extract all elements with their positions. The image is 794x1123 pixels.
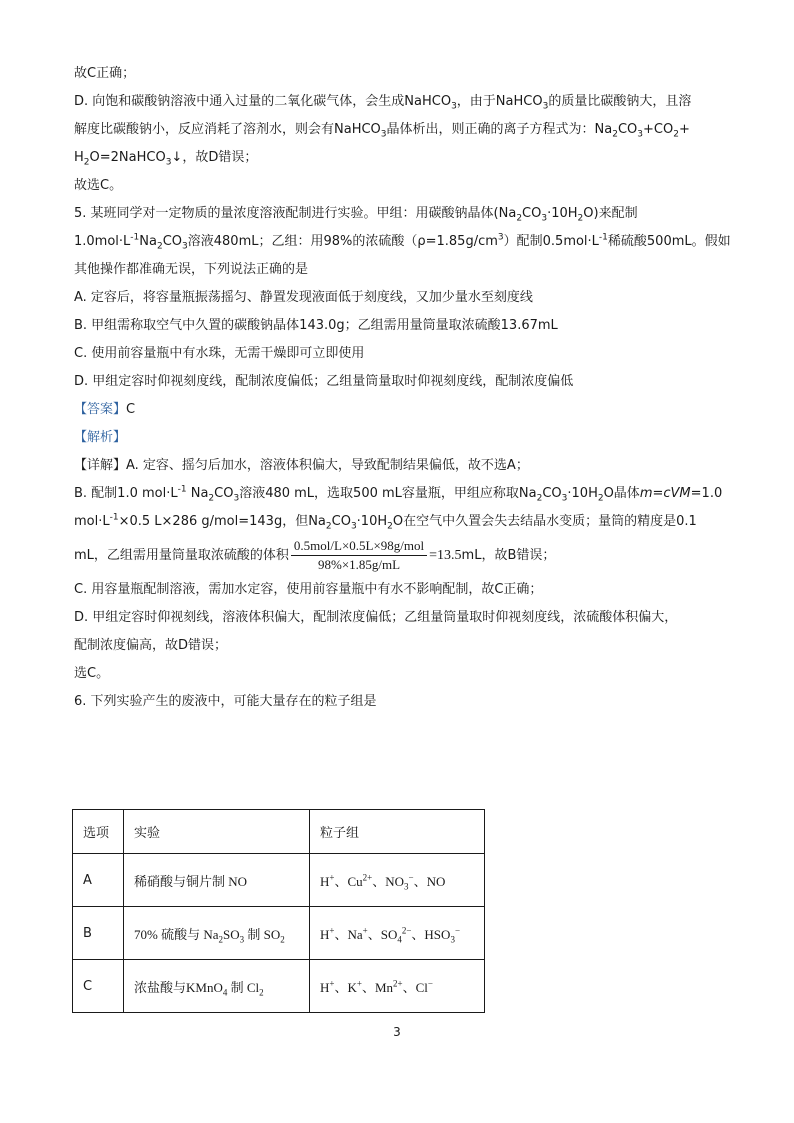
table-cell-particles: H+、Na+、$SO_4^{2-}$、$HSO_3^-$ xyxy=(310,907,485,960)
table-cell-option: B xyxy=(73,907,124,960)
table-row xyxy=(73,960,485,1013)
table-cell-option: C xyxy=(73,960,124,1013)
table-cell-option: A xyxy=(73,854,124,907)
answer-line: 【答案】C xyxy=(74,402,136,417)
table-row xyxy=(73,854,485,907)
text-line: $H_2O=2NaHCO_3↓$，故D错误； xyxy=(74,150,258,168)
text-line: $mol\cdot L^{-1}\times 0.5$ L×286 g/mol=143g，但$Na_2CO_3\cdot 10H_2O$在空气中久置会失去结晶水变质；量筒的精度是0.1 xyxy=(74,512,697,532)
text-line: 选C。 xyxy=(74,666,110,681)
text-line: 故C正确； xyxy=(74,66,136,81)
text-line: B. 配制1.0 $mol\cdot L^{-1}$ $Na_2CO_3$溶液480 mL，选取500 mL容量瓶，甲组应称取$Na_2CO_3\cdot 10H_2O$晶体m=cVM=1.0 xyxy=(74,484,723,504)
volume-fraction: $\frac{\text{0.5mol/L×0.5L×98g/mol}}{98\%\times 1.85g/mL}$ xyxy=(291,538,427,573)
analysis-label: 【解析】 xyxy=(74,430,127,445)
particle-table xyxy=(72,809,485,1013)
option-b: B. 甲组需称取空气中久置的碳酸钠晶体143.0g；乙组需用量筒量取浓硫酸13.67mL xyxy=(74,318,558,333)
text-line: 其他操作都准确无误，下列说法正确的是 xyxy=(74,262,309,277)
option-d: D. 甲组定容时仰视刻度线，配制浓度偏低；乙组量筒量取时仰视刻度线，配制浓度偏低 xyxy=(74,374,574,389)
fraction-line: mL，乙组需用量筒量取浓硫酸的体积 $\frac{\text{0.5mol/L×0.5L×98g/mol}}{98\%\times 1.85g/mL}$ =13.5mL，故B错误； xyxy=(74,538,556,572)
table-header: 粒子组 xyxy=(310,810,485,854)
text-line: 故选C。 xyxy=(74,178,123,193)
table-cell-experiment: 稀硝酸与铜片制 NO xyxy=(124,854,310,907)
table-header-row xyxy=(73,810,485,854)
text-line: $1.0mol\cdot L^{-1}Na_2CO_3$溶液480mL；乙组：用98%的浓硫酸$(\rho=1.85g/cm^3)$配制$0.5mol\cdot L^{-1}$稀硫酸500mL。假如 xyxy=(74,232,731,252)
table-row xyxy=(73,907,485,960)
text-line: 配制浓度偏高，故D错误； xyxy=(74,638,228,653)
document-body xyxy=(74,60,734,716)
option-a: A. 定容后，将容量瓶振荡摇匀、静置发现液面低于刻度线，又加少量水至刻度线 xyxy=(74,290,533,305)
question-6-stem: 6. 下列实验产生的废液中，可能大量存在的粒子组是 xyxy=(74,694,377,709)
table-header: 选项 xyxy=(73,810,124,854)
table-header: 实验 xyxy=(124,810,310,854)
text-line: D. 甲组定容时仰视刻线，溶液体积偏大，配制浓度偏低；乙组量筒量取时仰视刻度线，浓硫酸体积偏大， xyxy=(74,610,678,625)
table-cell-experiment: 70% 硫酸与 $Na_2SO_3$ 制 $SO_2$ xyxy=(124,907,310,960)
table-cell-particles: H+、$Cu^{2+}$、$NO_3^-$、NO xyxy=(310,854,485,907)
table-cell-experiment: 浓盐酸与KMnO$_4$ 制 $Cl_2$ xyxy=(124,960,310,1013)
text-line: D. 向饱和碳酸钠溶液中通入过量的二氧化碳气体，会生成NaHCO$_3$，由于NaHCO$_3$的质量比碳酸钠大，且溶 xyxy=(74,94,692,112)
table-cell-particles: H+、K+、$Mn^{2+}$、Cl− xyxy=(310,960,485,1013)
question-5-stem: 5. 某班同学对一定物质的量浓度溶液配制进行实验。甲组：用碳酸钠晶体$(Na_2CO_3\cdot 10H_2O)$来配制 xyxy=(74,206,638,224)
page-number: 3 xyxy=(393,1025,401,1039)
text-line: 解度比碳酸钠小，反应消耗了溶剂水，则会有NaHCO$_3$晶体析出，则正确的离子方程式为：$Na_2CO_3+CO_2+$ xyxy=(74,122,690,140)
option-c: C. 使用前容量瓶中有水珠，无需干燥即可立即使用 xyxy=(74,346,365,361)
detail-line: 【详解】A. 定容、摇匀后加水，溶液体积偏大，导致配制结果偏低，故不选A； xyxy=(74,458,529,473)
text-line: C. 用容量瓶配制溶液，需加水定容，使用前容量瓶中有水不影响配制，故C正确； xyxy=(74,582,543,597)
